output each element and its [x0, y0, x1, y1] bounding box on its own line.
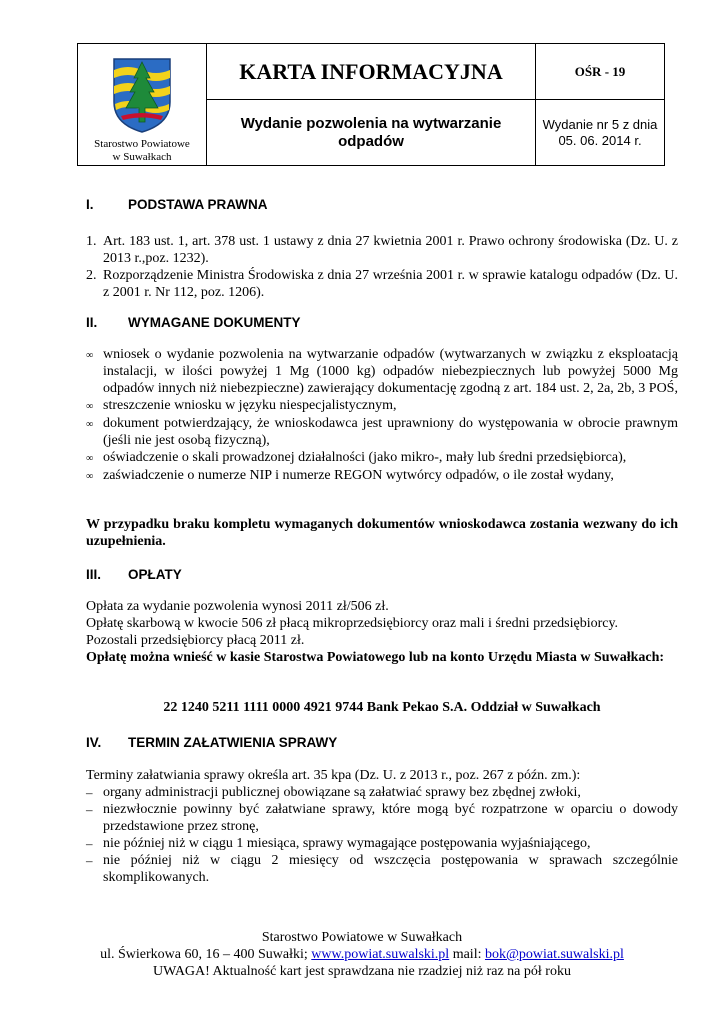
section-number: III. — [86, 567, 102, 582]
list-item — [86, 467, 678, 485]
document-code: OŚR - 19 — [536, 44, 665, 100]
list-item — [86, 449, 678, 467]
section-number: IV. — [86, 735, 102, 750]
item-text: dokument potwierdzający, że wnioskodawca jest uprawniony do występowania w obrocie prawnym (jeśli nie jest osobą fizyczną), — [103, 416, 678, 448]
footer — [60, 929, 664, 980]
dash-icon: – — [86, 802, 93, 817]
item-text: streszczenie wniosku w języku niespecjalistycznym, — [103, 398, 397, 413]
section-title: OPŁATY — [128, 567, 182, 582]
section-1-heading — [86, 197, 268, 212]
bullet-icon: ∞ — [86, 419, 94, 430]
deadline-intro: Terminy załatwiania sprawy określa art. 35 kpa (Dz. U. z 2013 r., poz. 267 z późn. zm.): — [86, 768, 581, 783]
list-item — [86, 835, 678, 852]
item-text: Art. 183 ust. 1, art. 378 ust. 1 ustawy z dnia 27 kwietnia 2001 r. Prawo ochrony środowiska (Dz. U. z 2013 r.,poz. 1232). — [103, 234, 678, 266]
section-title: TERMIN ZAŁATWIENIA SPRAWY — [128, 735, 338, 750]
org-line-2: w Suwałkach — [112, 150, 172, 163]
footer-note: UWAGA! Aktualność kart jest sprawdzana nie rzadziej niż raz na pół roku — [153, 964, 571, 979]
edition-line-2: 05. 06. 2014 r. — [558, 132, 642, 148]
section-number: II. — [86, 315, 98, 330]
list-item — [86, 397, 678, 415]
edition-info — [536, 100, 665, 166]
dash-icon: – — [86, 836, 93, 851]
dash-icon: – — [86, 785, 93, 800]
item-text: nie później niż w ciągu 2 miesięcy od wszczęcia postępowania w sprawach szczególnie skomplikowanych. — [103, 853, 678, 885]
list-item — [86, 346, 678, 397]
missing-documents-note: W przypadku braku kompletu wymaganych dokumentów wnioskodawca zostania wezwany do ich uzupełnienia. — [86, 517, 678, 549]
item-text: wniosek o wydanie pozwolenia na wytwarzanie odpadów (wytwarzanych w związku z eksploatacją instalacji, w ilości powyżej 1 Mg (1000 kg) odpadów niebezpiecznych lub powyżej 5000 Mg odpadów innych niż niebezpieczne) zawierający dokumentację zgodną z art. 184 ust. 2, 2a, 2b, 3 POŚ, — [103, 347, 678, 396]
list-item — [86, 415, 678, 449]
email-link[interactable]: bok@powiat.suwalski.pl — [484, 947, 624, 962]
item-text: nie później niż w ciągu 1 miesiąca, sprawy wymagające postępowania wyjaśniającego, — [103, 836, 591, 851]
bullet-icon: ∞ — [86, 350, 94, 361]
website-link[interactable]: www.powiat.suwalski.pl — [311, 947, 450, 962]
list-item — [86, 267, 678, 301]
deadline-list — [86, 784, 678, 886]
item-text: organy administracji publicznej obowiązane są załatwiać sprawy bez zbędnej zwłoki, — [103, 785, 581, 800]
edition-line-1: Wydanie nr 5 z dnia — [542, 116, 658, 132]
stamp-duty: Opłatę skarbową w kwocie 506 zł płacą mikroprzedsiębiorcy oraz mali i średni przedsiębiorcy. — [86, 616, 619, 631]
list-item — [86, 801, 678, 835]
footer-org: Starostwo Powiatowe w Suwałkach — [261, 930, 463, 945]
legal-basis-list — [86, 233, 678, 301]
bullet-icon: ∞ — [86, 471, 94, 482]
organization-name — [78, 138, 206, 164]
bank-account: 22 1240 5211 1111 0000 4921 9744 Bank Pekao S.A. Oddział w Suwałkach — [163, 700, 601, 715]
bullet-icon: ∞ — [86, 453, 94, 464]
section-title: PODSTAWA PRAWNA — [128, 197, 268, 212]
document-title: KARTA INFORMACYJNA — [207, 44, 536, 100]
mail-label: mail: — [452, 947, 482, 962]
list-item — [86, 852, 678, 886]
item-text: Rozporządzenie Ministra Środowiska z dnia 27 września 2001 r. w sprawie katalogu odpadów (Dz. U. z 2001 r. Nr 112, poz. 1206). — [103, 268, 678, 300]
required-documents-list — [86, 346, 678, 485]
list-item — [86, 233, 678, 267]
section-3-heading — [86, 567, 182, 582]
dash-icon: – — [86, 853, 93, 868]
bullet-icon: ∞ — [86, 401, 94, 412]
coat-of-arms-icon — [111, 56, 173, 134]
document-subtitle: Wydanie pozwolenia na wytwarzanie odpadów — [207, 100, 536, 166]
fee-amount: Opłata za wydanie pozwolenia wynosi 2011 zł/506 zł. — [86, 599, 389, 614]
section-2-heading — [86, 315, 301, 330]
other-entrepreneurs-fee: Pozostali przedsiębiorcy płacą 2011 zł. — [86, 633, 305, 648]
footer-contact — [60, 946, 664, 963]
item-number: 2. — [86, 268, 97, 283]
item-text: zaświadczenie o numerze NIP i numerze REGON wytwórcy odpadów, o ile został wydany, — [103, 468, 614, 483]
org-line-1: Starostwo Powiatowe — [94, 137, 190, 150]
crest-cell — [78, 44, 207, 166]
section-4-heading — [86, 735, 337, 750]
list-item — [86, 784, 678, 801]
item-text: oświadczenie o skali prowadzonej działalności (jako mikro-, mały lub średni przedsiębiorca), — [103, 450, 627, 465]
section-number: I. — [86, 197, 94, 212]
footer-address: ul. Świerkowa 60, 16 – 400 Suwałki; — [100, 947, 308, 962]
header-table — [77, 43, 665, 166]
item-number: 1. — [86, 234, 97, 249]
section-title: WYMAGANE DOKUMENTY — [128, 315, 301, 330]
payment-note: Opłatę można wnieść w kasie Starostwa Powiatowego lub na konto Urzędu Miasta w Suwałkach: — [86, 650, 665, 665]
item-text: niezwłocznie powinny być załatwiane sprawy, które mogą być rozpatrzone w oparciu o dowody przedstawione przez stronę, — [103, 802, 678, 834]
